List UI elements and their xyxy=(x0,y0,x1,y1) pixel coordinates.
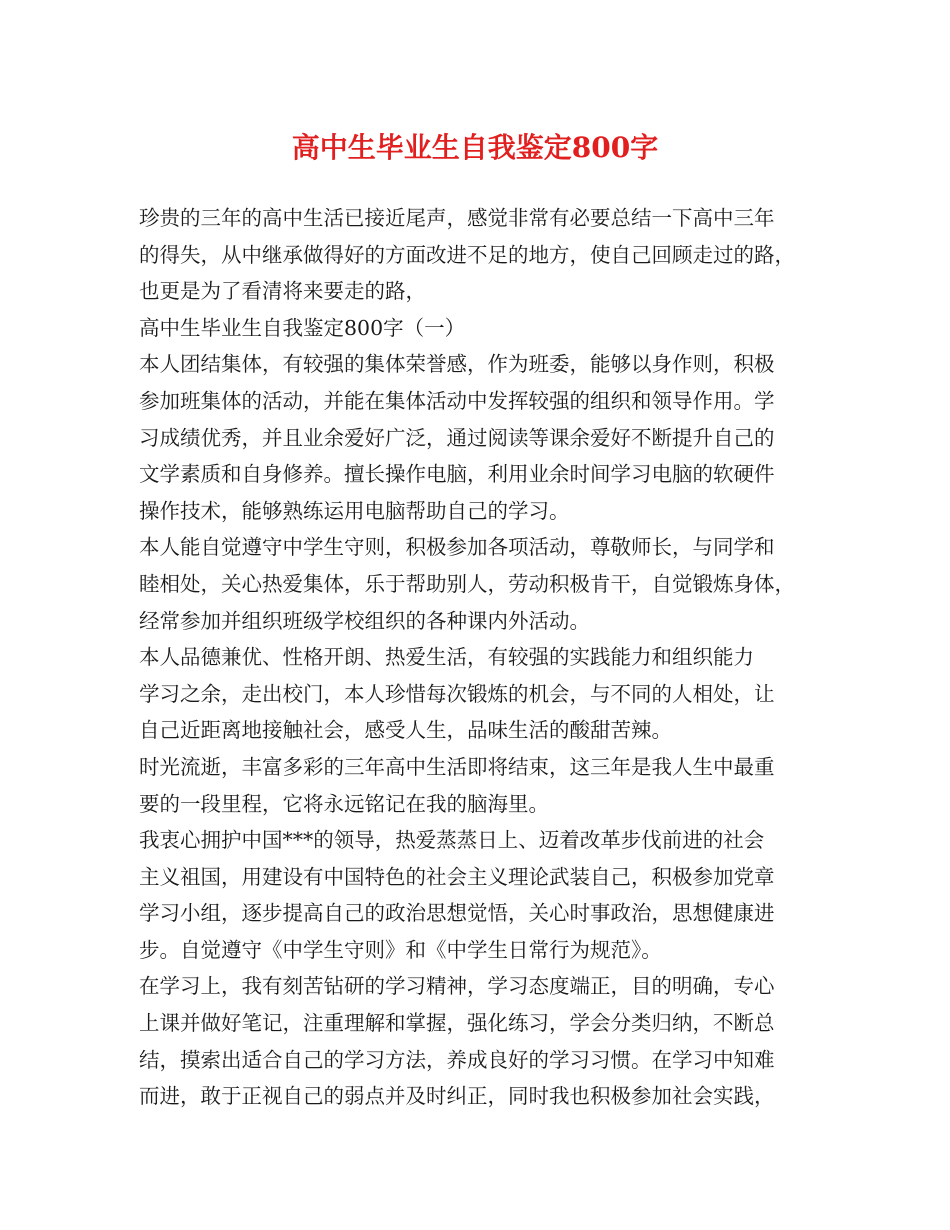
body-line: 的得失，从中继承做得好的方面改进不足的地方，使自己回顾走过的路， xyxy=(139,242,795,267)
body-line: 本人能自觉遵守中学生守则，积极参加各项活动，尊敬师长，与同学和 xyxy=(139,535,775,560)
body-line: 时光流逝，丰富多彩的三年高中生活即将结束，这三年是我人生中最重 xyxy=(139,754,775,779)
body-line: 学习小组，逐步提高自己的政治思想觉悟，关心时事政治，思想健康进 xyxy=(139,901,775,926)
body-line: 我衷心拥护中国***的领导，热爱蒸蒸日上、迈着改革步伐前进的社会 xyxy=(139,828,765,853)
body-line: 操作技术，能够熟练运用电脑帮助自己的学习。 xyxy=(139,498,570,523)
body-line: 经常参加并组织班级学校组织的各种课内外活动。 xyxy=(139,608,590,633)
body-line: 在学习上，我有刻苦钻研的学习精神，学习态度端正，目的明确，专心 xyxy=(139,974,775,999)
body-line: 主义祖国，用建设有中国特色的社会主义理论武装自己，积极参加党章 xyxy=(139,864,775,889)
body-line: 本人品德兼优、性格开朗、热爱生活，有较强的实践能力和组织能力 xyxy=(139,645,754,670)
body-line: 习成绩优秀，并且业余爱好广泛，通过阅读等课余爱好不断提升自己的 xyxy=(139,425,775,450)
body-line: 也更是为了看清将来要走的路， xyxy=(139,279,426,304)
section-heading: 高中生毕业生自我鉴定800字（一） xyxy=(139,315,466,340)
body-line: 文学素质和自身修养。擅长操作电脑，利用业余时间学习电脑的软硬件 xyxy=(139,462,775,487)
document-body xyxy=(139,200,819,1115)
body-line: 本人团结集体，有较强的集体荣誉感，作为班委，能够以身作则，积极 xyxy=(139,352,775,377)
body-line: 结，摸索出适合自己的学习方法，养成良好的学习习惯。在学习中知难 xyxy=(139,1047,775,1072)
body-line: 珍贵的三年的高中生活已接近尾声，感觉非常有必要总结一下高中三年 xyxy=(139,206,775,230)
body-line: 自己近距离地接触社会，感受人生，品味生活的酸甜苦辣。 xyxy=(139,718,672,743)
body-line: 学习之余，走出校门，本人珍惜每次锻炼的机会，与不同的人相处，让 xyxy=(139,681,775,706)
body-line: 睦相处，关心热爱集体，乐于帮助别人，劳动积极肯干，自觉锻炼身体， xyxy=(139,571,795,596)
body-line: 要的一段里程，它将永远铭记在我的脑海里。 xyxy=(139,791,549,816)
body-line: 步。自觉遵守《中学生守则》和《中学生日常行为规范》。 xyxy=(139,937,662,962)
document-title: 高中生毕业生自我鉴定800字 xyxy=(291,131,659,164)
body-line: 而进，敢于正视自己的弱点并及时纠正，同时我也积极参加社会实践， xyxy=(139,1084,775,1109)
body-line: 上课并做好笔记，注重理解和掌握，强化练习，学会分类归纳，不断总 xyxy=(139,1011,775,1036)
body-line: 参加班集体的活动，并能在集体活动中发挥较强的组织和领导作用。学 xyxy=(139,388,775,413)
